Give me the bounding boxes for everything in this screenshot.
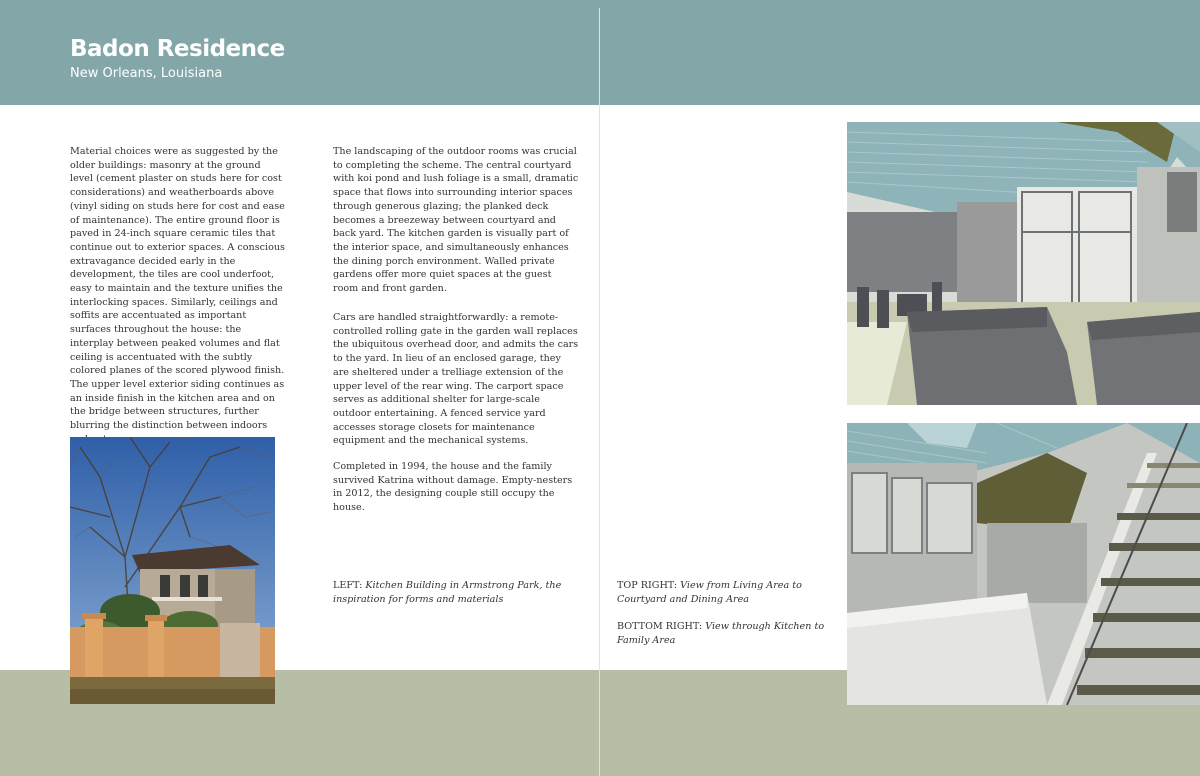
- caption-left: [333, 579, 579, 606]
- caption-bottom-right-label: BOTTOM RIGHT:: [617, 621, 706, 632]
- kitchen-building-photo: [70, 437, 275, 704]
- page-subtitle: New Orleans, Louisiana: [70, 66, 223, 81]
- page-title: Badon Residence: [70, 36, 285, 62]
- caption-bottom-right-text: View through Kitchen to Family Area: [617, 621, 825, 646]
- caption-top-right-label: TOP RIGHT:: [617, 580, 681, 591]
- caption-top-right-text: View from Living Area to Courtyard and Dining Area: [617, 580, 802, 605]
- body-paragraph-materials: Material choices were as suggested by the older buildings: masonry at the ground level (cement plaster on studs here for cost considerations) and weatherboards above (vinyl siding on studs here for cost and ease of maintenance). The entire ground floor is paved in 24-inch square ceramic tiles that continue out to exterior spaces. A conscious extravagance decided early in the development, the tiles are cool underfoot, easy to maintain and the texture unifies the interlocking spaces. Similarly, ceilings and soffits are accentuated as important surfaces throughout the house: the interplay between peaked volumes and flat ceiling is accentuated with the subtly colored planes of the scored plywood finish. The upper level exterior siding continues as an inside finish in the kitchen area and on the bridge between structures, further blurring the distinction between indoors: [70, 146, 285, 432]
- caption-left-text: Kitchen Building in Armstrong Park, the inspiration for forms and materials: [333, 580, 562, 605]
- body-paragraph-completion: Completed in 1994, the house and the family survived Katrina without damage. Empty-nesters in 2012, the designing couple still occupy the house.: [333, 461, 573, 514]
- body-paragraph-landscaping: The landscaping of the outdoor rooms was crucial to completing the scheme. The central courtyard with koi pond and lush foliage is a small, dramatic space that flows into surrounding interior spaces through generous glazing; the planked deck becomes a breezeway between courtyard and back yard. The kitchen garden is visually part of the interior space, and simultaneously enhances the dining porch environment. Walled private gardens offer more quiet spaces at the guest room and front garden.: [333, 146, 579, 295]
- caption-bottom-right: [617, 620, 837, 647]
- kitchen-family-render: [847, 423, 1200, 705]
- living-area-render: [847, 122, 1200, 405]
- page-gutter-line: [599, 8, 600, 776]
- caption-top-right: [617, 579, 837, 606]
- body-paragraph-cars: Cars are handled straightforwardly: a remote-controlled rolling gate in the garden wall replaces the ubiquitous overhead door, and admits the cars to the yard. In lieu of an enclosed garage, they are sheltered under a trelliage extension of the upper level of the rear wing. The carport space serves as additional shelter for large-scale outdoor entertaining. A fenced service yard accesses storage closets for maintenance equipment and the mechanical systems.: [333, 312, 579, 447]
- caption-left-label: LEFT:: [333, 580, 366, 591]
